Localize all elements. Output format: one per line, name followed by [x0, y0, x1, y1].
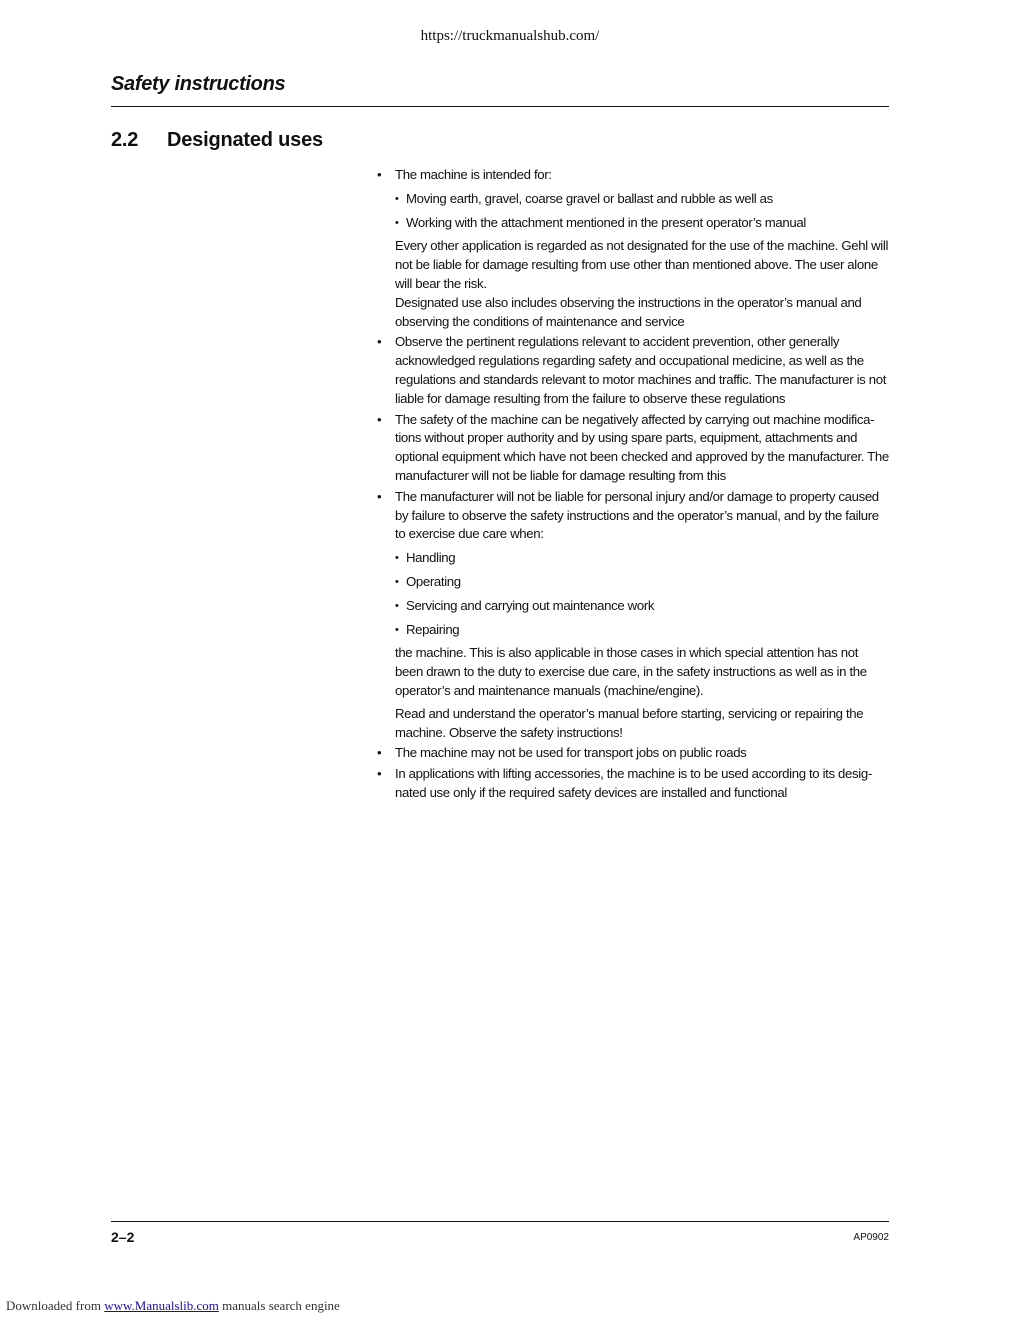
footer-rule	[111, 1221, 889, 1222]
list-item	[377, 744, 889, 763]
list-item	[377, 488, 889, 743]
sub-list-item: • Working with the attachment mentioned in the present operator’s manual	[395, 214, 889, 233]
manualslib-link[interactable]: www.Manualslib.com	[104, 1298, 219, 1313]
sub-list-item: • Operating	[395, 573, 889, 592]
source-url: https://truckmanualshub.com/	[420, 28, 600, 44]
list-item-text: Observe the pertinent regulations relevant to accident prevention, other generally acknowledged regulations regarding safety and occupational medicine, as well as the regulations and standards relevant to motor machines and traffic. The manufacturer is not liable for damage resulting from the failure to observe these regulations	[395, 334, 887, 406]
section-number: 2.2	[111, 129, 139, 151]
bullet-list	[377, 166, 889, 803]
sub-list-item: • Servicing and carrying out maintenance work	[395, 597, 889, 616]
bullet-icon: •	[377, 766, 382, 782]
list-item	[377, 411, 889, 486]
page-number: 2–2	[111, 1229, 135, 1245]
section-heading	[111, 129, 323, 152]
list-item	[377, 333, 889, 408]
sub-bullet-icon: •	[395, 216, 399, 229]
document-code: AP0902	[853, 1232, 889, 1243]
section-title: Designated uses	[167, 129, 323, 151]
list-item-text: The machine is intended for:	[395, 167, 552, 182]
sub-bullet-icon: •	[395, 192, 399, 205]
paragraph: Designated use also includes observing the instructions in the operator’s manual and observing the conditions of maintenance and service	[395, 294, 862, 329]
paragraph: the machine. This is also applicable in those cases in which special attention has not been drawn to the duty to exercise due care, in the safety instructions as well as in the operator’s and maintenance manuals (machine/engine).	[395, 645, 867, 698]
sub-bullet-icon: •	[395, 623, 399, 636]
sub-list-item: • Moving earth, gravel, coarse gravel or ballast and rubble as well as	[395, 190, 889, 209]
download-footer-suffix: manuals search engine	[222, 1298, 340, 1313]
download-footer-prefix: Downloaded from	[6, 1298, 101, 1313]
sub-list-item: • Handling	[395, 549, 889, 568]
list-item-text: The manufacturer will not be liable for personal injury and/or damage to property caused by failure to observe the safety instructions and the operator’s manual, and by the failure to exercise due care when:	[395, 488, 879, 542]
sub-list-item: • Repairing	[395, 621, 889, 640]
download-footer	[6, 1298, 340, 1314]
list-item-text: The machine may not be used for transport jobs on public roads	[395, 745, 747, 761]
running-header-title: Safety instructions	[111, 73, 286, 95]
bullet-icon: •	[377, 167, 382, 182]
list-item	[377, 166, 889, 331]
bullet-icon: •	[377, 334, 382, 350]
list-item-text: In applications with lifting accessories, the machine is to be used according to its desig-nated use only if the required safety devices are installed and functional	[395, 766, 872, 800]
paragraph: Read and understand the operator’s manual before starting, servicing or repairing the machine. Observe the safety instructions!	[395, 705, 864, 740]
section-content	[377, 166, 889, 805]
sub-bullet-icon: •	[395, 552, 399, 565]
list-item	[377, 765, 889, 803]
list-item-text: The safety of the machine can be negatively affected by carrying out machine modifica-tions without proper authority and by using spare parts, equipment, attachments and optional equipment which have not been checked and approved by the manufacturer. The manufacturer will not be liable for damage resulting from this	[395, 411, 889, 483]
bullet-icon: •	[377, 411, 382, 427]
bullet-icon: •	[377, 488, 382, 504]
header-rule	[111, 106, 889, 107]
paragraph: Every other application is regarded as not designated for the use of the machine. Gehl will not be liable for damage resulting from use other than mentioned above. The user alone will bear the risk.	[395, 238, 889, 291]
bullet-icon: •	[377, 745, 382, 761]
sub-bullet-icon: •	[395, 575, 399, 588]
sub-bullet-icon: •	[395, 599, 399, 612]
